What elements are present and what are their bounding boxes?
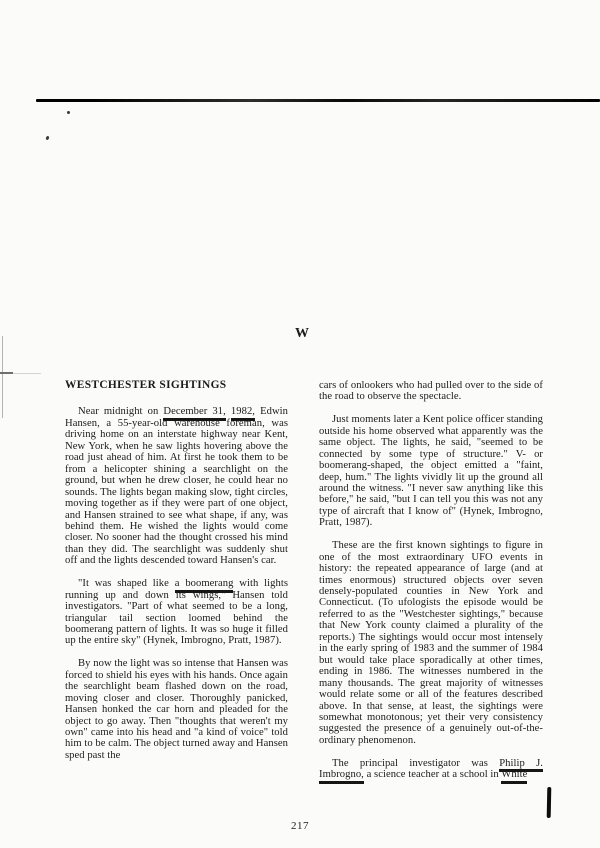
section-letter: W <box>295 326 309 341</box>
text-segment: Edwin Hansen, a 55-year-old warehouse foreman, was driving home on an interstate highway near Kent, New York, when he saw lights hovering above the road just ahead of him. At first he took them to be from a helicopter shining a searchlight on the ground, but when he drew closer, he could hear no sounds. The lights began making slow, tight circles, moving together as if they were part of one object, and Hansen strained to see what shape, if any, was behind them. He wished the lights would come closer. No sooner had the thought crossed his mind than they did. The searchlight was suddenly shut off and the lights descended toward Hansen's car. <box>65 406 288 567</box>
left-column-paragraphs <box>65 406 288 761</box>
paragraph <box>319 540 543 746</box>
text-segment: "It was shaped like <box>78 578 175 590</box>
text-segment: These are the first known sightings to figure in one of the most extraordinary UFO events in history: the repeated appearance of large (and at times enormous) structured objects over seven densely-populated counties in New York and Connecticut. (To ufologists the episode would be referred to as the "Westchester sightings," because that New York county claimed a plurality of the reports.) The sightings would occur most intensely in the early spring of 1983 and the summer of 1984 but would take place sporadically at other times, ending in 1986. The witnesses numbered in the many thousands. The great majority of witnesses would relate some or all of the features described above. In that sense, at least, the sightings were somewhat monotonous; yet their very consistency suggested the presence of a genuinely out-of-the-ordinary phenomenon. <box>319 540 543 746</box>
paragraph <box>65 658 288 761</box>
text-segment: Just moments later a Kent police officer standing outside his home observed what apparently was the same object. The lights, he said, "seemed to be connected by some type of structure." V- or boomerang-shaped, the object emitted a "faint, deep, hum." The lights vividly lit up the ground all around the witness. "I never saw anything like this before," he said, "but I can tell you this was not any type of aircraft that I know of" (Hynek, Imbrogno, Pratt, 1987). <box>319 414 543 529</box>
text-segment: cars of onlookers who had pulled over to the side of the road to observe the spectacle. <box>319 380 543 403</box>
margin-tick-mark-faint <box>13 373 41 374</box>
text-segment: a science teacher at a school in <box>363 769 502 781</box>
pen-underlined-text: December 31, <box>163 406 225 421</box>
text-segment: The principal investigator was <box>332 757 500 769</box>
ink-speck <box>45 136 49 141</box>
pen-underlined-text: a boomerang <box>175 578 234 593</box>
right-column-paragraphs <box>319 380 543 781</box>
pen-underlined-text: White <box>501 769 527 784</box>
section-heading: WESTCHESTER SIGHTINGS <box>65 379 227 391</box>
left-column <box>65 380 288 761</box>
right-column <box>319 380 543 781</box>
paragraph <box>319 414 543 529</box>
text-segment: By now the light was so intense that Hansen was forced to shield his eyes with his hands. Once again the searchlight beam flashed down on the road, moving closer and closer. Thoroughly panicked, Hansen honked the car horn and pleaded for the object to go away. Then "thoughts that weren't my own" came into his head and "a kind of voice" told him to be calm. The object turned away and Hansen sped past the <box>65 658 288 761</box>
paragraph <box>319 758 543 781</box>
text-segment: Near midnight on <box>78 406 164 418</box>
paragraph <box>65 406 288 566</box>
paragraph <box>319 380 543 403</box>
pen-underlined-text: Imbrogno, <box>319 769 364 784</box>
margin-tick-mark <box>0 372 13 374</box>
pen-underlined-text: 1982, <box>231 406 255 421</box>
text-segment: with lights running up and down its wings," Hansen told investigators. "Part of what seemed to be a long, triangular tail section loomed behind the boomerang pattern of lights. It was so huge it filled up the entire sky" (Hynek, Imbrogno, Pratt, 1987). <box>65 578 288 647</box>
page-number: 217 <box>291 820 309 832</box>
ink-speck <box>67 111 70 114</box>
top-horizontal-rule <box>36 99 600 102</box>
pen-underlined-text: Philip J. <box>499 758 543 773</box>
margin-pen-bar <box>547 787 552 818</box>
scan-edge-line <box>2 336 3 418</box>
paragraph <box>65 578 288 647</box>
